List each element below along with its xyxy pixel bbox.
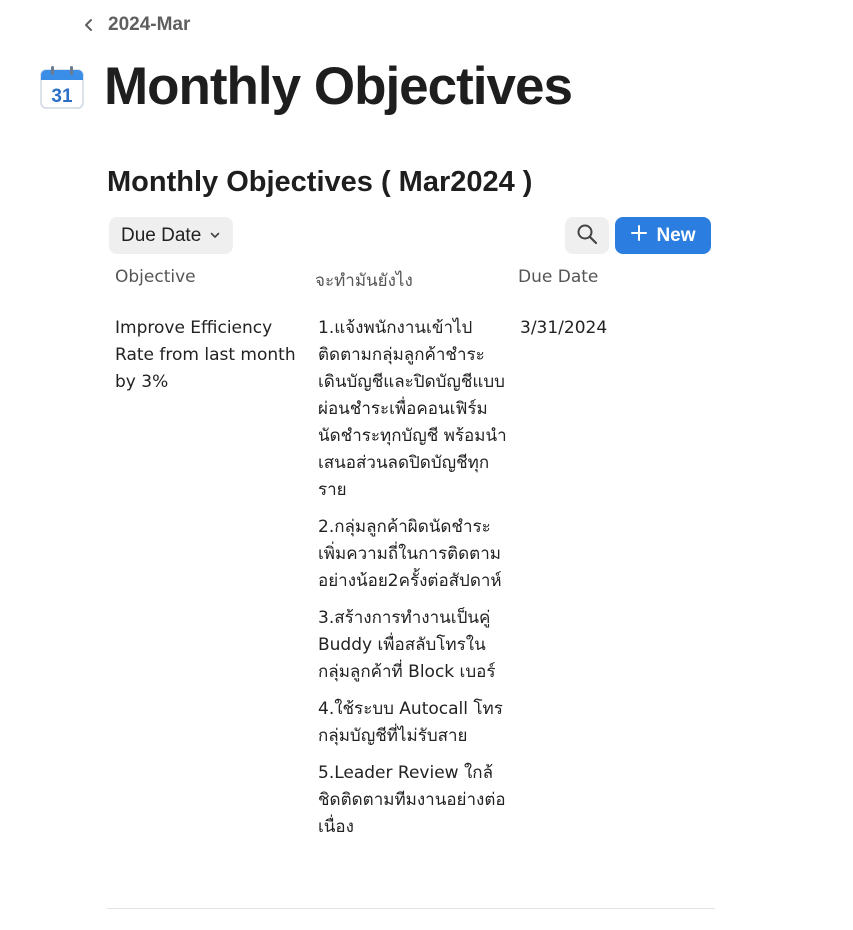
- breadcrumb[interactable]: [82, 14, 190, 36]
- objectives-table: [107, 260, 715, 909]
- view-title: Monthly Objectives ( Mar2024 ): [107, 166, 533, 198]
- sort-label: Due Date: [121, 224, 202, 246]
- how-step: 5.Leader Review ใกล้ชิดติดตามทีมงานอย่างต่อเนื่อง: [318, 763, 506, 837]
- due-date-cell: 3/31/2024: [520, 318, 608, 338]
- breadcrumb-label: 2024-Mar: [108, 14, 191, 35]
- chevron-left-icon: [82, 18, 96, 32]
- chevron-down-icon: [209, 225, 221, 247]
- plus-icon: [630, 224, 648, 248]
- toolbar: [109, 217, 711, 254]
- search-button[interactable]: [565, 217, 609, 254]
- sort-due-date-button[interactable]: [109, 217, 233, 254]
- search-icon: [576, 223, 598, 249]
- table-row[interactable]: [107, 302, 715, 909]
- how-step: 4.ใช้ระบบ Autocall โทรกลุ่มบัญชีที่ไม่รับสาย: [318, 699, 503, 746]
- page-title: Monthly Objectives: [104, 57, 572, 116]
- how-step: 2.กลุ่มลูกค้าผิดนัดชำระเพิ่มความถี่ในการติดตามอย่างน้อย2ครั้งต่อสัปดาห์: [318, 517, 502, 591]
- column-header-objective[interactable]: Objective: [115, 267, 196, 287]
- how-step: 1.แจ้งพนักงานเข้าไปติดตามกลุ่มลูกค้าชำระเดินบัญชีและปิดบัญชีแบบผ่อนชำระเพื่อคอนเฟิร์มนัดชำระทุกบัญชี พร้อมนำเสนอส่วนลดปิดบัญชีทุกราย: [318, 318, 507, 500]
- objective-cell: Improve Efficiency Rate from last month by 3%: [115, 318, 296, 392]
- new-button[interactable]: [615, 217, 711, 254]
- how-cell: [318, 315, 508, 851]
- page-header: [40, 56, 572, 117]
- calendar-day-number: 31: [51, 85, 73, 107]
- how-step: 3.สร้างการทำงานเป็นคู่ Buddy เพื่อสลับโทรในกลุ่มลูกค้าที่ Block เบอร์: [318, 608, 496, 682]
- calendar-icon: [40, 65, 84, 109]
- table-header: [107, 260, 715, 302]
- column-header-how[interactable]: จะทำมันยังไง: [315, 271, 413, 291]
- column-header-due-date[interactable]: Due Date: [518, 267, 599, 287]
- new-button-label: New: [656, 224, 696, 246]
